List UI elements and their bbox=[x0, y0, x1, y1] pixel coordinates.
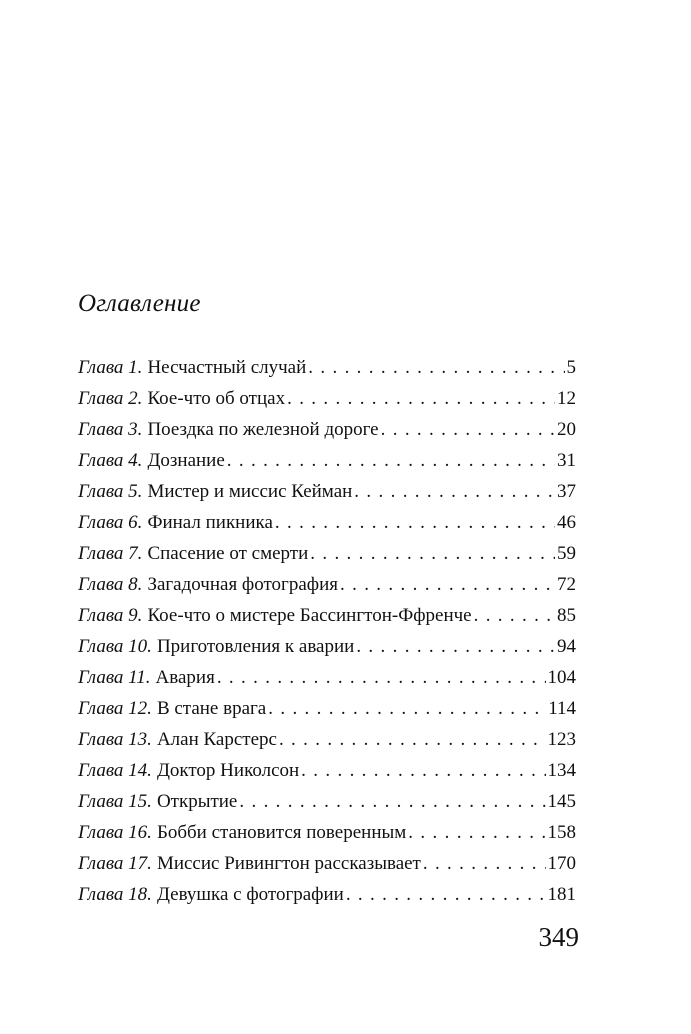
dot-leader bbox=[354, 476, 555, 507]
toc-entry bbox=[78, 693, 576, 724]
chapter-title: Девушка с фотографии bbox=[156, 884, 344, 905]
chapter-title: Спасение от смерти bbox=[147, 543, 309, 564]
chapter-page-number: 158 bbox=[547, 822, 576, 843]
chapter-label: Глава 9. bbox=[78, 605, 143, 626]
chapter-title: Дознание bbox=[147, 450, 225, 471]
chapter-label: Глава 13. bbox=[78, 729, 152, 750]
dot-leader bbox=[408, 817, 545, 848]
toc-entry bbox=[78, 507, 576, 538]
toc-entry bbox=[78, 755, 576, 786]
chapter-title: Кое-что об отцах bbox=[147, 388, 286, 409]
chapter-title: Несчастный случай bbox=[147, 357, 307, 378]
chapter-label: Глава 7. bbox=[78, 543, 143, 564]
chapter-title: Доктор Николсон bbox=[156, 760, 300, 781]
toc-entry bbox=[78, 414, 576, 445]
chapter-label: Глава 15. bbox=[78, 791, 152, 812]
chapter-page-number: 104 bbox=[547, 667, 576, 688]
chapter-title: В стане врага bbox=[156, 698, 267, 719]
chapter-label: Глава 16. bbox=[78, 822, 152, 843]
chapter-label: Глава 2. bbox=[78, 388, 143, 409]
dot-leader bbox=[279, 724, 546, 755]
chapter-label: Глава 4. bbox=[78, 450, 143, 471]
toc-entry bbox=[78, 383, 576, 414]
chapter-title: Загадочная фотография bbox=[147, 574, 338, 595]
chapter-page-number: 20 bbox=[557, 419, 576, 440]
toc-entry bbox=[78, 848, 576, 879]
toc-entry bbox=[78, 631, 576, 662]
chapter-page-number: 59 bbox=[557, 543, 576, 564]
chapter-label: Глава 11. bbox=[78, 667, 151, 688]
chapter-page-number: 123 bbox=[547, 729, 576, 750]
toc-entry bbox=[78, 538, 576, 569]
toc-entry bbox=[78, 786, 576, 817]
chapter-page-number: 37 bbox=[557, 481, 576, 502]
toc-entry bbox=[78, 662, 576, 693]
toc-entry bbox=[78, 569, 576, 600]
chapter-page-number: 5 bbox=[566, 357, 576, 378]
dot-leader bbox=[340, 569, 555, 600]
dot-leader bbox=[381, 414, 555, 445]
dot-leader bbox=[301, 755, 545, 786]
chapter-title: Миссис Ривингтон рассказывает bbox=[156, 853, 421, 874]
chapter-page-number: 85 bbox=[557, 605, 576, 626]
toc-entry bbox=[78, 817, 576, 848]
toc-entry bbox=[78, 476, 576, 507]
chapter-label: Глава 5. bbox=[78, 481, 143, 502]
toc-list bbox=[78, 352, 576, 910]
chapter-title: Приготовления к аварии bbox=[156, 636, 355, 657]
toc-entry bbox=[78, 879, 576, 910]
chapter-page-number: 46 bbox=[557, 512, 576, 533]
toc-entry bbox=[78, 600, 576, 631]
chapter-page-number: 94 bbox=[557, 636, 576, 657]
page-number: 349 bbox=[538, 922, 579, 952]
chapter-title: Мистер и миссис Кейман bbox=[147, 481, 353, 502]
chapter-label: Глава 10. bbox=[78, 636, 152, 657]
dot-leader bbox=[356, 631, 555, 662]
chapter-label: Глава 17. bbox=[78, 853, 152, 874]
chapter-label: Глава 8. bbox=[78, 574, 143, 595]
toc-heading: Оглавление bbox=[78, 290, 201, 317]
chapter-page-number: 170 bbox=[547, 853, 576, 874]
chapter-page-number: 12 bbox=[557, 388, 576, 409]
chapter-page-number: 114 bbox=[548, 698, 576, 719]
dot-leader bbox=[310, 538, 555, 569]
toc-entry bbox=[78, 352, 576, 383]
chapter-label: Глава 18. bbox=[78, 884, 152, 905]
chapter-label: Глава 3. bbox=[78, 419, 143, 440]
chapter-page-number: 145 bbox=[547, 791, 576, 812]
dot-leader bbox=[227, 445, 555, 476]
chapter-label: Глава 12. bbox=[78, 698, 152, 719]
dot-leader bbox=[239, 786, 545, 817]
chapter-title: Поездка по железной дороге bbox=[147, 419, 379, 440]
dot-leader bbox=[217, 662, 546, 693]
chapter-page-number: 72 bbox=[557, 574, 576, 595]
dot-leader bbox=[275, 507, 555, 538]
chapter-title: Алан Карстерс bbox=[156, 729, 277, 750]
toc-entry bbox=[78, 445, 576, 476]
dot-leader bbox=[346, 879, 546, 910]
chapter-title: Кое-что о мистере Бассингтон-Ффренче bbox=[147, 605, 472, 626]
chapter-page-number: 134 bbox=[547, 760, 576, 781]
dot-leader bbox=[268, 693, 546, 724]
chapter-label: Глава 1. bbox=[78, 357, 143, 378]
dot-leader bbox=[287, 383, 555, 414]
chapter-label: Глава 6. bbox=[78, 512, 143, 533]
chapter-title: Бобби становится поверенным bbox=[156, 822, 407, 843]
dot-leader bbox=[474, 600, 555, 631]
chapter-label: Глава 14. bbox=[78, 760, 152, 781]
chapter-page-number: 31 bbox=[557, 450, 576, 471]
dot-leader bbox=[423, 848, 546, 879]
chapter-page-number: 181 bbox=[547, 884, 576, 905]
toc-entry bbox=[78, 724, 576, 755]
chapter-title: Финал пикника bbox=[147, 512, 273, 533]
dot-leader bbox=[308, 352, 564, 383]
chapter-title: Открытие bbox=[156, 791, 238, 812]
chapter-title: Авария bbox=[155, 667, 215, 688]
